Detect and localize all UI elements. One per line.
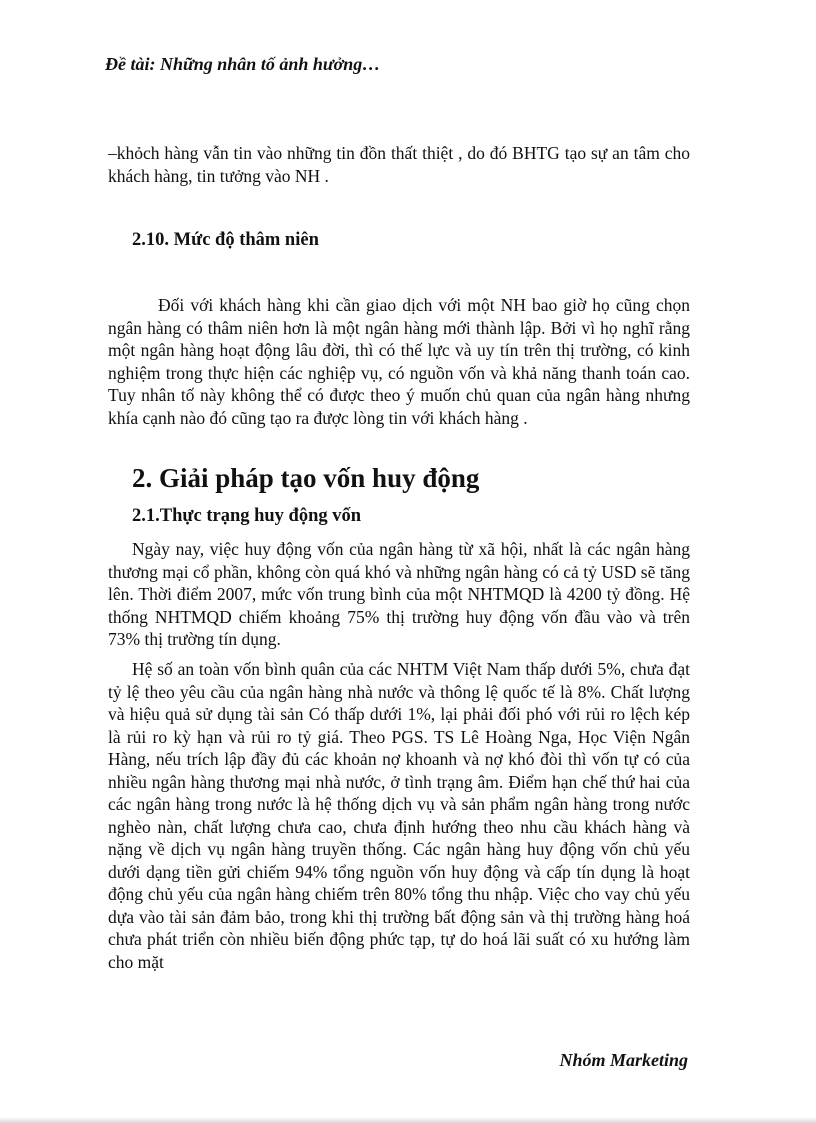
- intro-paragraph: –khỏch hàng vẫn tin vào những tin đồn thất thiệt , do đó BHTG tạo sự an tâm cho khách hàng, tin tưởng vào NH .: [108, 143, 690, 186]
- section-2-10-paragraph: Đối với khách hàng khi cần giao dịch với một NH bao giờ họ cũng chọn ngân hàng có thâm niên hơn là một ngân hàng mới thành lập. Bởi vì họ nghĩ rằng một ngân hàng hoạt động lâu đời, thì có thế lực và uy tín trên thị trường, có kinh nghiệm trong thực hiện các nghiệp vụ, có nguồn vốn và khả năng thanh toán cao. Tuy nhân tố này không thể có được theo ý muốn chủ quan của ngân hàng nhưng khía cạnh nào đó cũng tạo ra được lòng tin với khách hàng .: [108, 295, 690, 428]
- section-2-1-paragraph-2: Hệ số an toàn vốn bình quân của các NHTM Việt Nam thấp dưới 5%, chưa đạt tỷ lệ theo yêu cầu của ngân hàng nhà nước và thông lệ quốc tế là 8%. Chất lượng và hiệu quả sử dụng tài sản Có thấp dưới 1%, lại phải đối phó với rủi ro lệch kép là rủi ro kỳ hạn và rủi ro tỷ giá. Theo PGS. TS Lê Hoàng Nga, Học Viện Ngân Hàng, nếu trích lập đầy đủ các khoản nợ khoanh và nợ khó đòi thì vốn tự có của nhiều ngân hàng thương mại nhà nước, ở tình trạng âm. Điểm hạn chế thứ hai của các ngân hàng trong nước là hệ thống dịch vụ và sản phẩm ngân hàng trong nước nghèo nàn, chất lượng chưa cao, chưa định hướng theo nhu cầu khách hàng và nặng về dịch vụ ngân hàng truyền thống. Các ngân hàng huy động vốn chủ yếu dưới dạng tiền gửi chiếm 94% tổng nguồn vốn huy động và cấp tín dụng là hoạt động chủ yếu của ngân hàng chiếm trên 80% tổng thu nhập. Việc cho vay chủ yếu dựa vào tài sản đảm bảo, trong khi thị trường bất động sản và thị trường hàng hoá chưa phát triển còn nhiều biến động phức tạp, tự do hoá lãi suất có xu hướng làm cho mặt: [108, 659, 690, 972]
- chapter-2-heading: 2. Giải pháp tạo vốn huy động: [132, 463, 480, 493]
- page-header-title: Đề tài: Những nhân tố ảnh hưởng…: [105, 54, 381, 74]
- page-bottom-edge: [0, 1117, 816, 1123]
- page-footer-author: Nhóm Marketing: [559, 1050, 688, 1070]
- section-2-1-heading: 2.1.Thực trạng huy động vốn: [132, 506, 362, 526]
- section-2-1-paragraph-1: Ngày nay, việc huy động vốn của ngân hàng từ xã hội, nhất là các ngân hàng thương mại cổ phần, không còn quá khó và những ngân hàng có cả tỷ USD sẽ tăng lên. Thời điểm 2007, mức vốn trung bình của một NHTMQD là 4200 tỷ đồng. Hệ thống NHTMQD chiếm khoảng 75% thị trường huy động vốn đầu vào và trên 73% thị trường tín dụng.: [108, 539, 690, 649]
- section-2-10-heading: 2.10. Mức độ thâm niên: [132, 230, 319, 250]
